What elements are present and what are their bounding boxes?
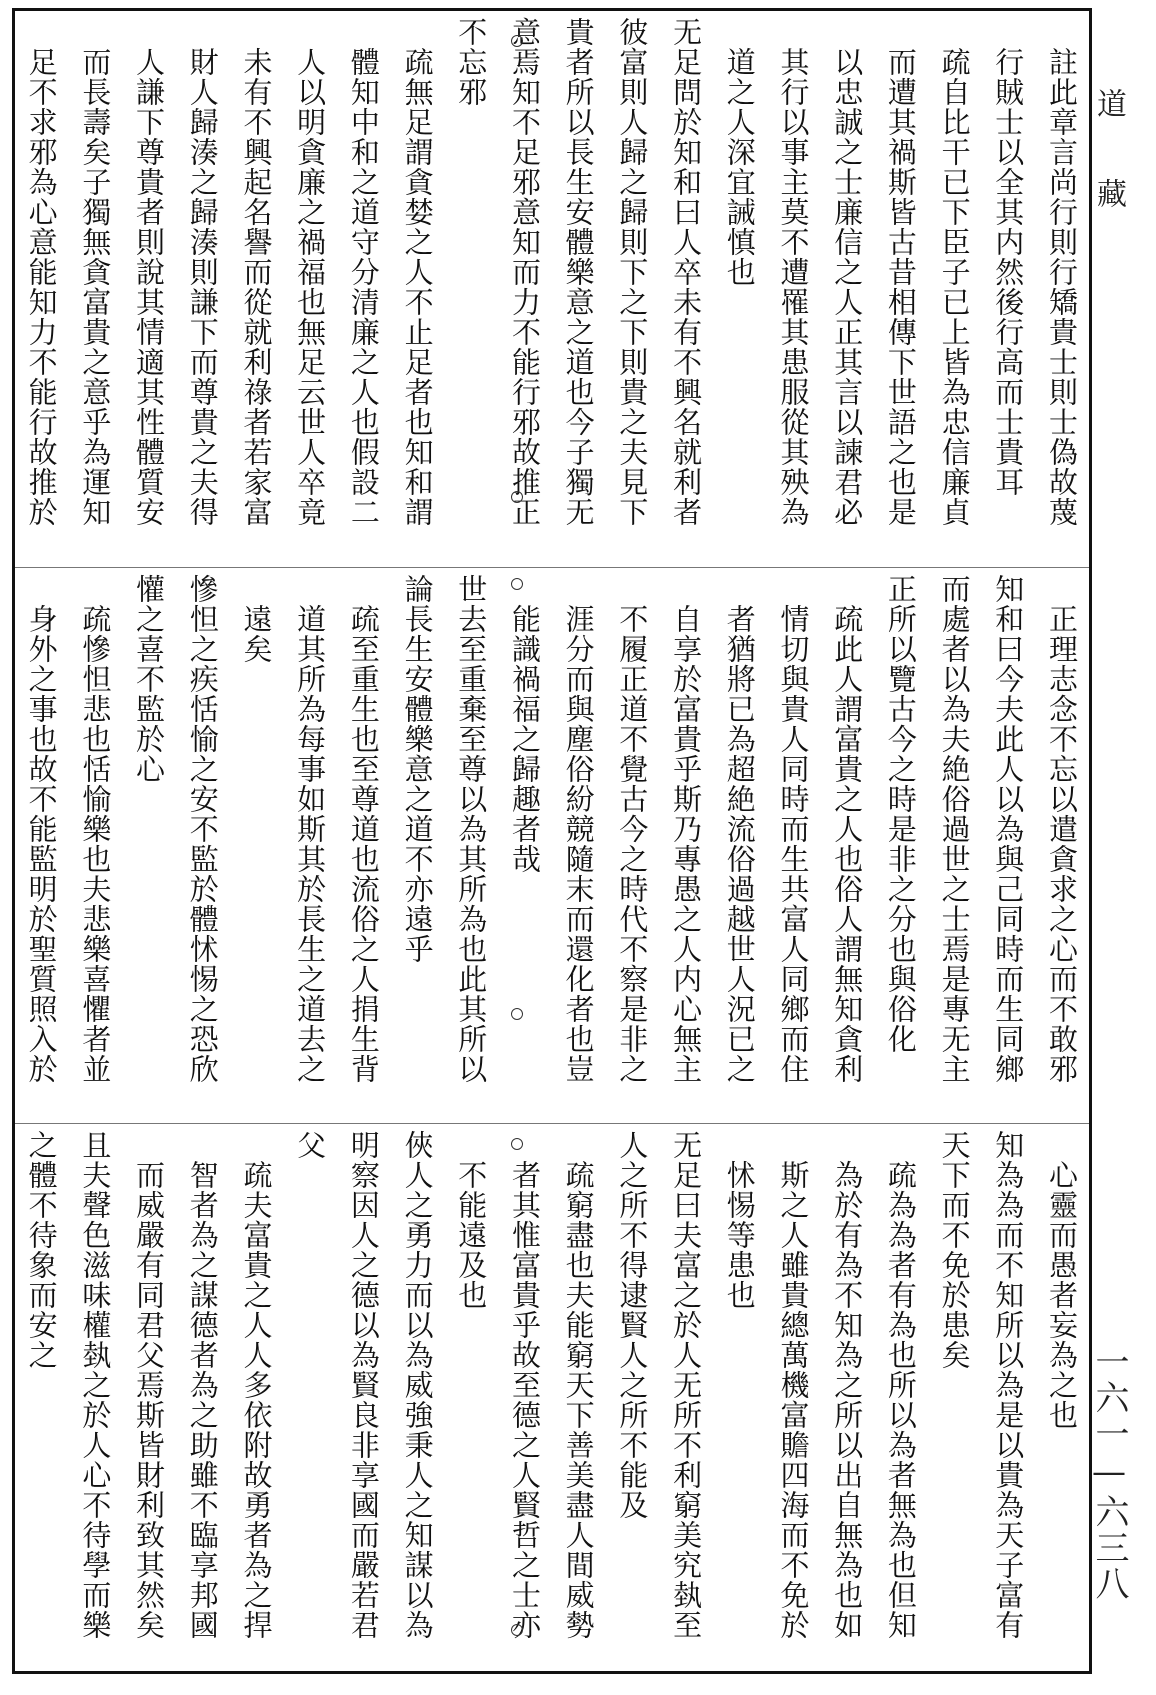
- text-column: 貴者所以長生安體樂意之道也今子獨无: [561, 17, 596, 527]
- text-column: 不履正道不覺古今之時代不察是非之: [615, 604, 650, 1084]
- text-column: 人之所不得逮賢人之所不能及: [615, 1130, 650, 1520]
- text-column: 无足問於知和曰人卒未有不興名就利者: [669, 17, 704, 527]
- text-column: 怵惕等患也: [722, 1160, 757, 1310]
- text-column: 論長生安體樂意之道不亦遠乎: [400, 574, 435, 964]
- text-panel-2: [15, 567, 1089, 1123]
- text-panel-1: [15, 11, 1089, 567]
- text-column: 天下而不免於患矣: [937, 1130, 972, 1370]
- text-column: 明察因人之德以為賢良非享國而嚴若君: [346, 1130, 381, 1640]
- text-column: 者猶將已為超絶流俗過越世人況已之: [722, 604, 757, 1084]
- text-column: 疏此人謂富貴之人也俗人謂無知貪利: [830, 604, 865, 1084]
- text-column: 而遭其禍斯皆古昔相傳下世語之也是: [883, 47, 918, 527]
- text-column: 自享於富貴乎斯乃專愚之人内心無主: [669, 604, 704, 1084]
- page-number: 一六一—六三八: [1089, 1344, 1129, 1602]
- circle-mark: [511, 578, 523, 590]
- text-column: 遠矣: [239, 604, 274, 664]
- text-column: 之體不待象而安之: [24, 1130, 59, 1370]
- text-column: 體知中和之道守分清廉之人也假設二: [346, 47, 381, 527]
- text-column: 疏窮盡也夫能窮天下善美盡人間威勢: [561, 1160, 596, 1640]
- text-column: 其行以事主莫不遭罹其患服從其殃為: [776, 47, 811, 527]
- text-column: 慘怛之疾恬愉之安不監於體怵惕之恐欣: [185, 574, 220, 1084]
- text-column: 不忘邪: [454, 17, 489, 107]
- text-column: 心靈而愚者妄為之也: [1045, 1160, 1079, 1430]
- text-column: 俠人之勇力而以為威強秉人之知謀以為: [400, 1130, 435, 1640]
- text-column: 疏無足謂貪婪之人不止足者也知和謂: [400, 47, 435, 527]
- circle-mark: [511, 1008, 523, 1020]
- text-column: 身外之事也故不能監明於聖質照入於: [24, 604, 59, 1084]
- text-column: 財人歸湊之歸湊則謙下而尊貴之夫得: [185, 47, 220, 527]
- text-column: 疏至重生也至尊道也流俗之人捐生背: [346, 604, 381, 1084]
- text-column: 彼富則人歸之歸則下之下則貴之夫見下: [615, 17, 650, 527]
- text-column: 不能遠及也: [454, 1160, 489, 1310]
- text-panel-3: [15, 1123, 1089, 1671]
- text-column: 人謙下尊貴者則說其情適其性體質安: [132, 47, 167, 527]
- text-column: 為於有為不知為之所以出自無為也如: [830, 1160, 865, 1640]
- text-column: 懽之喜不監於心: [132, 574, 167, 784]
- text-column: 正理志念不忘以遣貪求之心而不敢邪: [1045, 604, 1079, 1084]
- page-frame: [12, 8, 1092, 1674]
- text-column: 未有不興起名譽而從就利祿者若家富: [239, 47, 274, 527]
- text-column: 註此章言尚行則行矯貴士則士偽故蔑: [1045, 47, 1079, 527]
- text-column: 且夫聲色滋味權埶之於人心不待學而樂: [78, 1130, 113, 1640]
- text-column: 而長壽矣子獨無貪富貴之意乎為運知: [78, 47, 113, 527]
- collection-title: 道藏: [1091, 88, 1126, 268]
- text-column: 疏為為者有為也所以為者無為也但知: [883, 1160, 918, 1640]
- text-column: 疏慘怛悲也恬愉樂也夫悲樂喜懼者並: [78, 604, 113, 1084]
- text-column: 道之人深宜誡慎也: [722, 47, 757, 287]
- text-column: 而處者以為夫絶俗過世之士焉是專无主: [937, 574, 972, 1084]
- text-column: 疏自比干已下臣子已上皆為忠信廉貞: [937, 47, 972, 527]
- text-column: 涯分而與塵俗紛競隨末而還化者也豈: [561, 604, 596, 1084]
- column-group-3: [15, 1130, 1089, 1665]
- text-column: 知為為而不知所以為是以貴為天子富有: [991, 1130, 1026, 1640]
- text-column: 正所以覽古今之時是非之分也與俗化: [883, 574, 918, 1054]
- circle-mark: [511, 1624, 523, 1636]
- circle-mark: [511, 491, 523, 503]
- text-column: 父: [293, 1130, 328, 1160]
- text-column: 疏夫富貴之人人多依附故勇者為之捍: [239, 1160, 274, 1640]
- text-column: 道其所為每事如斯其於長生之道去之: [293, 604, 328, 1084]
- text-column: 能識禍福之歸趣者哉: [507, 604, 542, 874]
- circle-mark: [511, 35, 523, 47]
- text-column: 情切與貴人同時而生共富人同鄉而住: [776, 604, 811, 1084]
- text-column: 世去至重棄至尊以為其所為也此其所以: [454, 574, 489, 1084]
- text-column: 以忠誠之士廉信之人正其言以諫君必: [830, 47, 865, 527]
- text-column: 者其惟富貴乎故至德之人賢哲之士亦: [507, 1160, 542, 1640]
- text-column: 无足曰夫富之於人无所不利窮美究埶至: [669, 1130, 704, 1640]
- text-column: 斯之人雖貴總萬機富贍四海而不免於: [776, 1160, 811, 1640]
- text-column: 知和曰今夫此人以為與己同時而生同鄉: [991, 574, 1026, 1084]
- text-column: 足不求邪為心意能知力不能行故推於: [24, 47, 59, 527]
- text-column: 智者為之謀德者為之助雖不臨享邦國: [185, 1160, 220, 1640]
- column-group-1: [15, 17, 1089, 561]
- circle-mark: [511, 1138, 523, 1150]
- text-column: 而威嚴有同君父焉斯皆財利致其然矣: [132, 1160, 167, 1640]
- text-column: 意焉知不足邪意知而力不能行邪故推正: [507, 17, 542, 527]
- text-column: 人以明貪廉之禍福也無足云世人卒竟: [293, 47, 328, 527]
- text-column: 行賊士以全其内然後行高而士貴耳: [991, 47, 1026, 497]
- column-group-2: [15, 574, 1089, 1117]
